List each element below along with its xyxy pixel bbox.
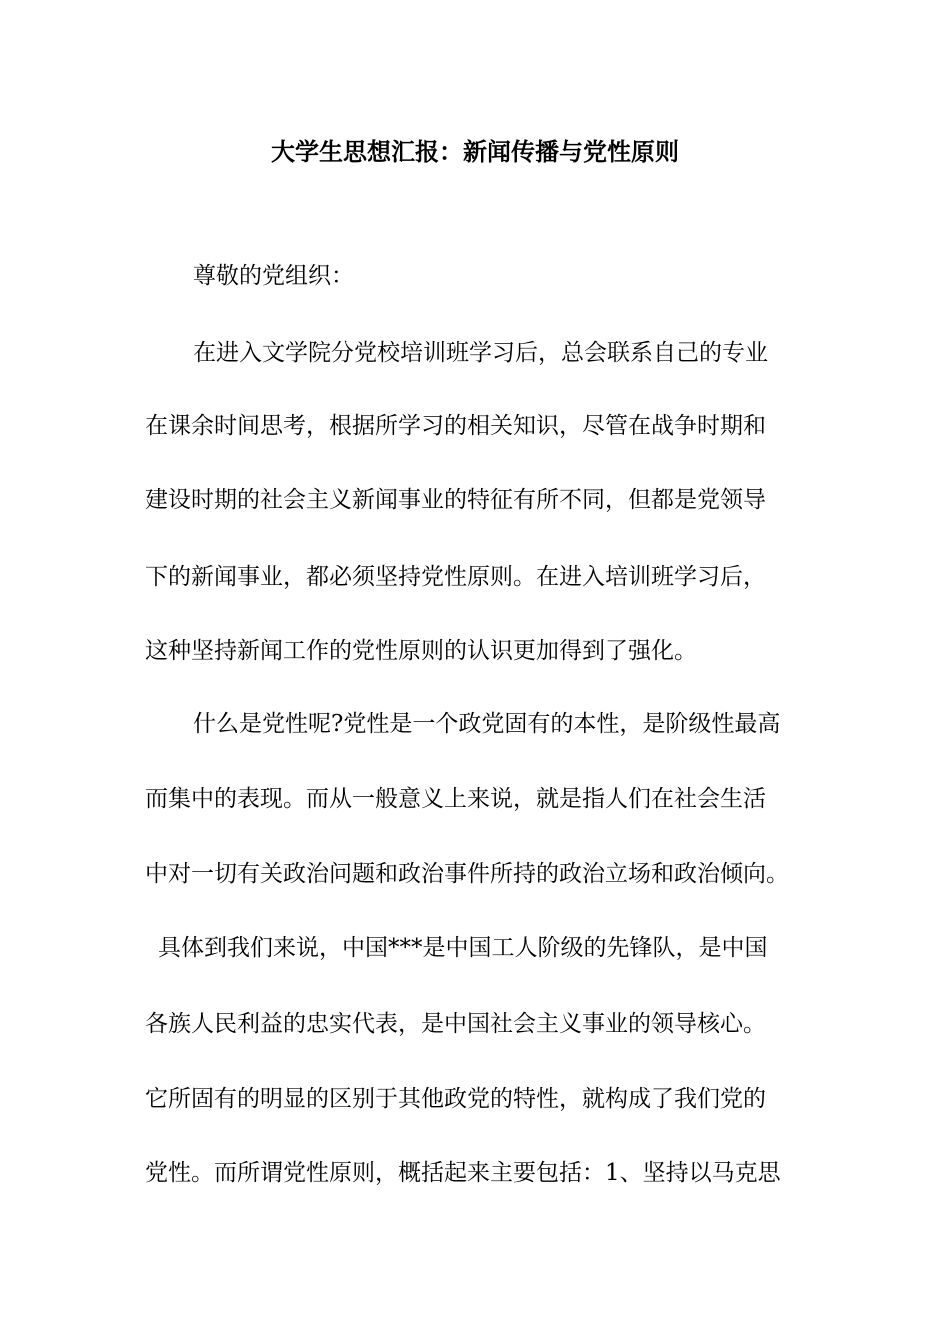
paragraph-line: 建设时期的社会主义新闻事业的特征有所不同，但都是党领导 bbox=[145, 487, 766, 513]
paragraph-line: 它所固有的明显的区别于其他政党的特性，就构成了我们党的 bbox=[145, 1086, 766, 1112]
paragraph-line: 党性。而所谓党性原则，概括起来主要包括：1、坚持以马克思 bbox=[145, 1160, 781, 1186]
paragraph-line: 在课余时间思考，根据所学习的相关知识，尽管在战争时期和 bbox=[145, 413, 766, 439]
paragraph-line: 下的新闻事业，都必须坚持党性原则。在进入培训班学习后， bbox=[145, 564, 766, 590]
document-title: 大学生思想汇报：新闻传播与党性原则 bbox=[271, 137, 679, 166]
paragraph-line: 什么是党性呢?党性是一个政党固有的本性，是阶级性最高 bbox=[193, 711, 781, 737]
paragraph-line: 中对一切有关政治问题和政治事件所持的政治立场和政治倾向。 bbox=[145, 861, 789, 887]
paragraph-line: 这种坚持新闻工作的党性原则的认识更加得到了强化。 bbox=[145, 638, 697, 664]
paragraph-line: 在进入文学院分党校培训班学习后，总会联系自己的专业 bbox=[193, 340, 768, 366]
paragraph-line: 而集中的表现。而从一般意义上来说，就是指人们在社会生活 bbox=[145, 786, 766, 812]
paragraph-line: 具体到我们来说，中国***是中国工人阶级的先锋队，是中国 bbox=[158, 935, 768, 961]
salutation-line: 尊敬的党组织： bbox=[193, 263, 354, 289]
paragraph-line: 各族人民利益的忠实代表，是中国社会主义事业的领导核心。 bbox=[145, 1011, 766, 1037]
